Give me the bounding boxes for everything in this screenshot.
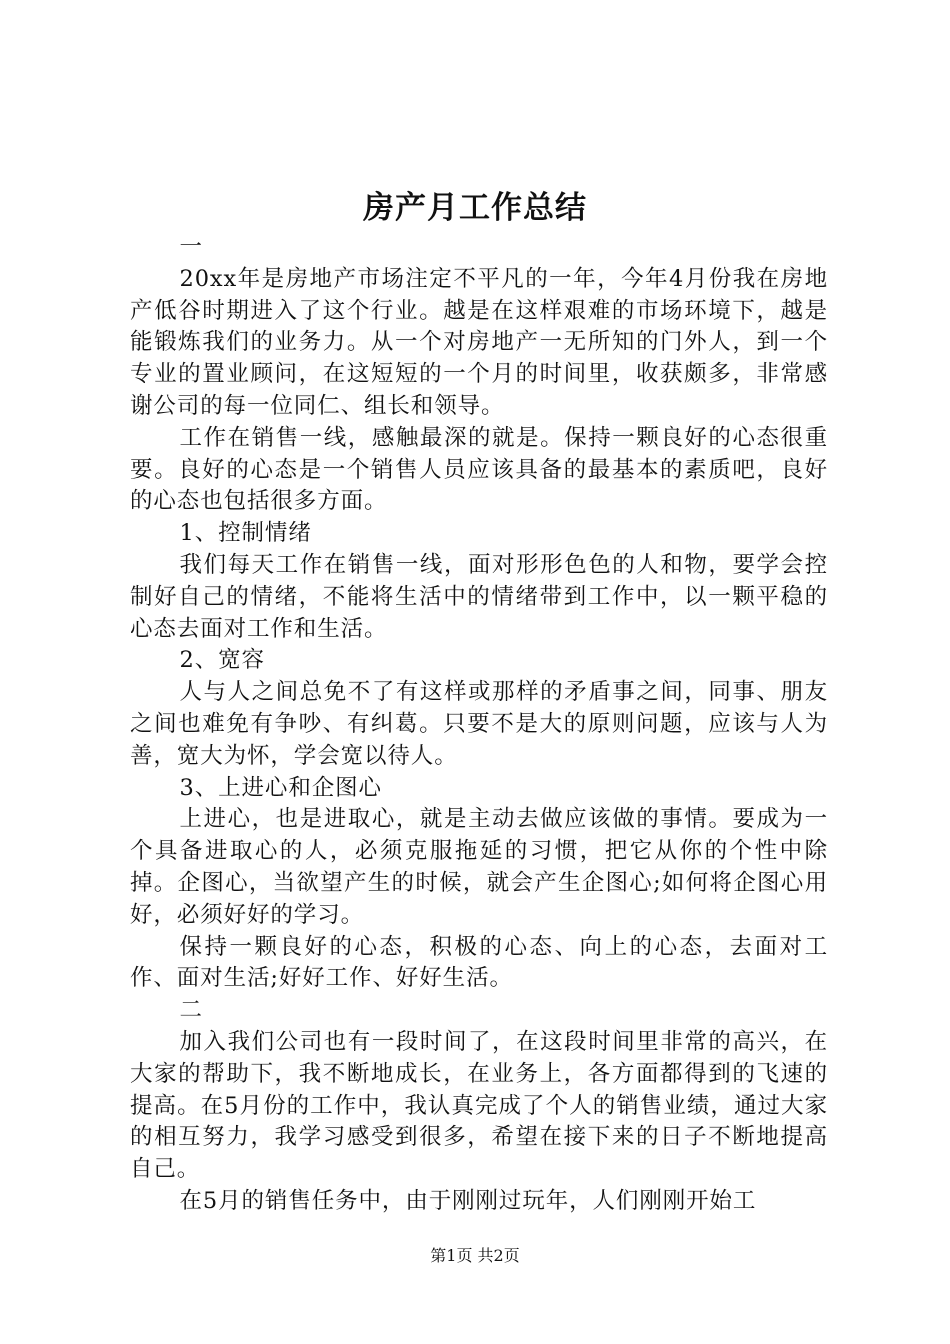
subheading-control-emotions: 1、控制情绪 [179,520,312,547]
paragraph: 在5月的销售任务中，由于刚刚过玩年，人们刚刚开始工 [179,1187,757,1214]
paragraph: 加入我们公司也有一段时间了，在这段时间里非常的高兴，在大家的帮助下，我不断地成长，在业务上，各方面都得到的飞速的提高。在5月份的工作中，我认真完成了个人的销售业绩，通过大家的相互努力，我学习感受到很多，希望在接下来的日子不断地提高自己。 [130,1028,828,1183]
paragraph: 上进心，也是进取心，就是主动去做应该做的事情。要成为一个具备进取心的人，必须克服拖延的习惯，把它从你的个性中除掉。企图心，当欲望产生的时候，就会产生企图心;如何将企图心用好，必须好好的学习。 [130,806,828,928]
section-heading-2: 二 [179,997,203,1024]
paragraph: 20xx年是房地产市场注定不平凡的一年，今年4月份我在房地产低谷时期进入了这个行业。越是在这样艰难的市场环境下，越是能锻炼我们的业务力。从一个对房地产一无所知的门外人，到一个专业的置业顾问，在这短短的一个月的时间里，收获颇多，非常感谢公司的每一位同仁、组长和领导。 [130,265,828,419]
subheading-tolerance: 2、宽容 [179,647,265,674]
section-heading-1: 一 [179,234,203,260]
subheading-ambition: 3、上进心和企图心 [179,774,382,801]
paragraph: 我们每天工作在销售一线，面对形形色色的人和物，要学会控制好自己的情绪，不能将生活中的情绪带到工作中，以一颗平稳的心态去面对工作和生活。 [130,551,828,642]
document-title: 房产月工作总结 [363,190,587,226]
paragraph: 工作在销售一线，感触最深的就是。保持一颗良好的心态很重要。良好的心态是一个销售人员应该具备的最基本的素质吧，良好的心态也包括很多方面。 [130,424,828,515]
document-body [130,232,828,1218]
page-footer: 第1页 共2页 [430,1246,520,1265]
paragraph: 人与人之间总免不了有这样或那样的矛盾事之间，同事、朋友之间也难免有争吵、有纠葛。只要不是大的原则问题，应该与人为善，宽大为怀，学会宽以待人。 [130,679,828,769]
paragraph: 保持一颗良好的心态，积极的心态、向上的心态，去面对工作、面对生活;好好工作、好好生活。 [130,933,828,992]
